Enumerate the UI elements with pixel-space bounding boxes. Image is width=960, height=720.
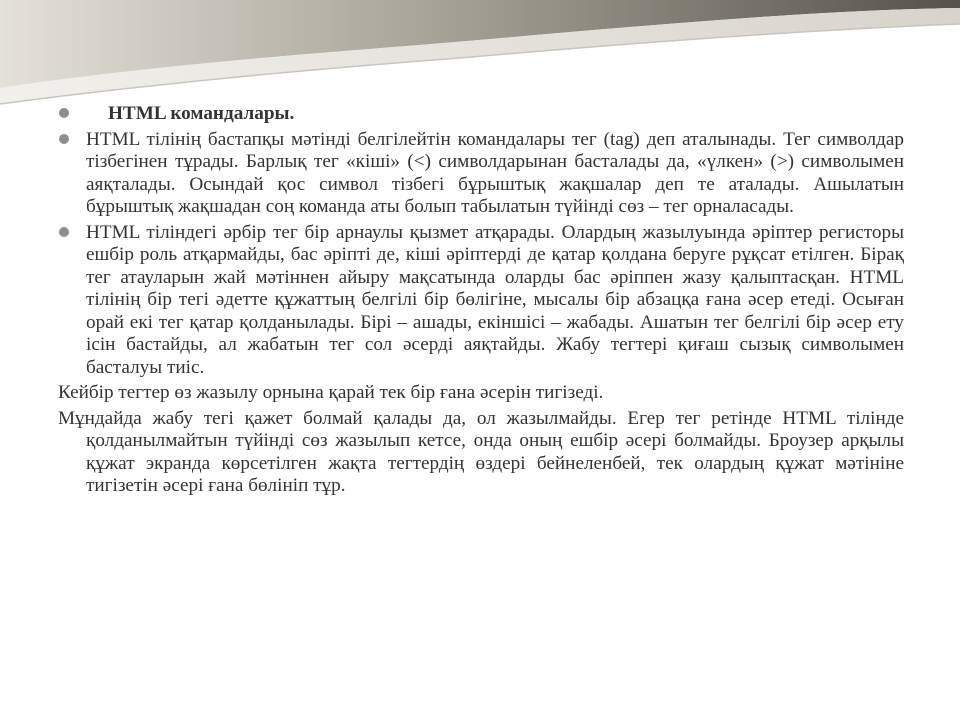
slide-heading-item (58, 103, 904, 126)
header-swoosh-decoration (0, 0, 960, 110)
bullet-icon (59, 108, 69, 118)
paragraph: Мұндайда жабу тегі қажет болмай қалады да, ол жазылмайды. Егер тег ретінде HTML тілінде қолданылмайтын түйінді сөз жазылып кетсе, онда оның ешбір әсері болмайды. Броузер арқылы құжат экранда көрсетілген жақта тегтердің өздері бейнеленбей, тек олардың құжат мәтініне тигізетін әсері ғана бөлініп тұр. (58, 407, 904, 496)
bullet-text: HTML тілінің бастапқы мәтінді белгілейтін командалары тег (tag) деп аталынады. Тег символдар тізбегінен тұрады. Барлық тег «кіші» (<) символдарынан басталады да, «үлкен» (>) символымен аяқталады. Осындай қос символ тізбегі бұрыштық жақшалар деп те аталады. Ашылатын бұрыштық жақшадан соң команда аты болып табылатын түйінді сөз – тег орналасады. (86, 128, 904, 217)
slide-content (58, 103, 904, 501)
bullet-item (58, 222, 904, 380)
bullet-item (58, 129, 904, 219)
slide-heading: HTML командалары. (108, 103, 295, 124)
bullet-icon (59, 134, 69, 144)
bullet-icon (59, 227, 69, 237)
paragraph: Кейбір тегтер өз жазылу орнына қарай тек бір ғана әсерін тигізеді. (58, 382, 604, 403)
bullet-text: HTML тіліндегі әрбір тег бір арнаулы қызмет атқарады. Олардың жазылуында әріптер регисторы ешбір роль атқармайды, бас әріпті де, кіші әріптерді де қатар қолдана беруге рұқсат етілген. Бірақ тег атауларын жай мәтіннен айыру мақсатында оларды бас әріппен жазу қалыптасқан. HTML тілінің бір тегі әдетте құжаттың белгілі бір бөлігіне, мысалы бір абзацқа ғана әсер етеді. Осыған орай екі тег қатар қолданылады. Бірі – ашады, екіншісі – жабады. Ашатын тег белгілі бір әсер ету ісін бастайды, ал жабатын тег сол әсерді аяқтайды. Жабу тегтері қиғаш сызық символымен басталуы тиіс. (86, 221, 904, 378)
